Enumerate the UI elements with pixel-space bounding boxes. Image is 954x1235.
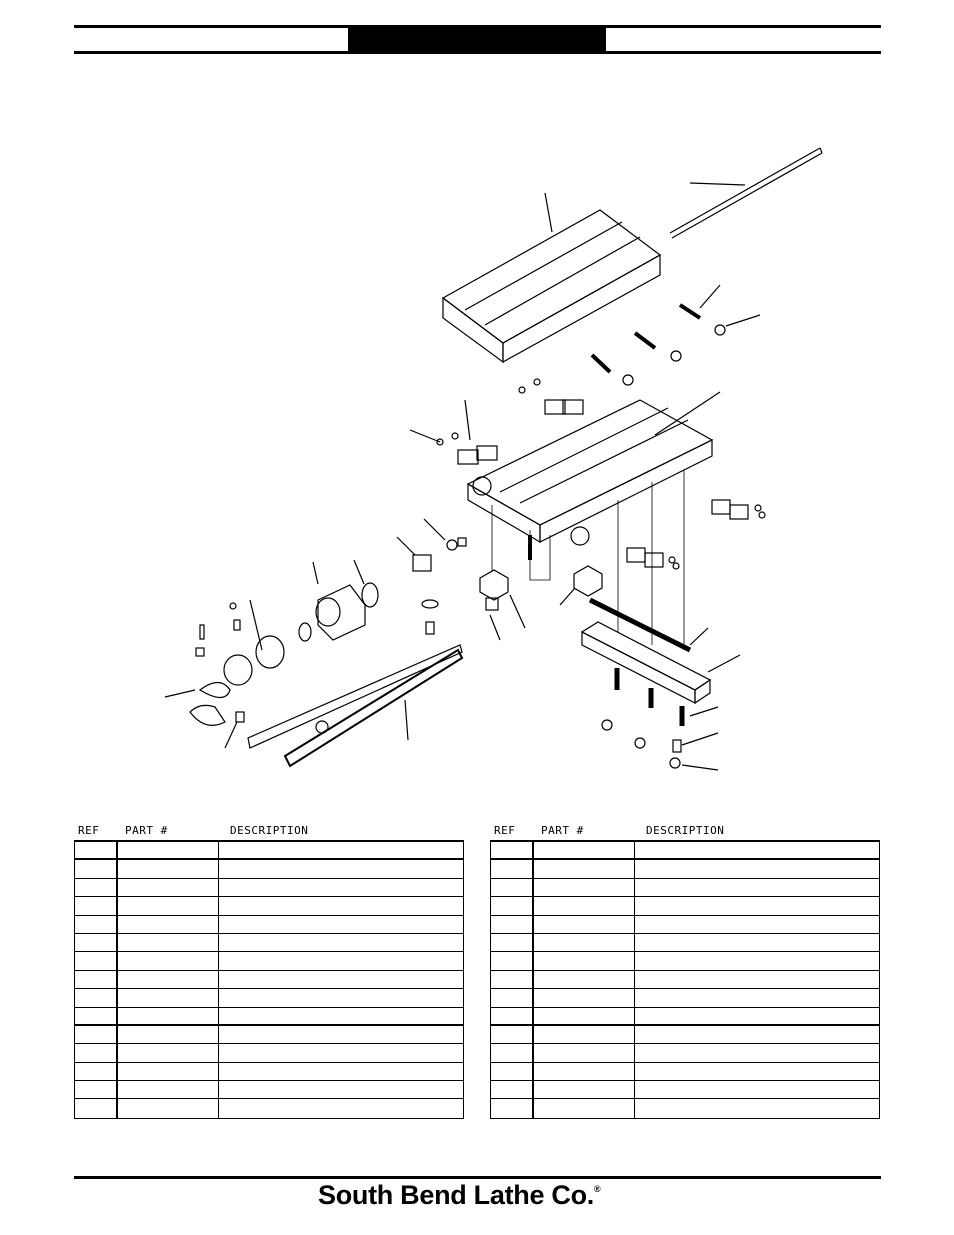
- header-part: PART #: [541, 823, 584, 837]
- table-row: [75, 989, 463, 1007]
- table-row: [75, 879, 463, 897]
- table-row: [75, 1008, 463, 1026]
- studs: [592, 285, 760, 385]
- table-row: [75, 971, 463, 989]
- table-row: [75, 1026, 463, 1044]
- table-row: [75, 1081, 463, 1099]
- header-tab: [348, 25, 606, 54]
- parts-table-left: [74, 820, 464, 1119]
- table-row: [491, 1099, 879, 1117]
- header-ref: REF: [494, 823, 516, 837]
- table-row: [75, 897, 463, 915]
- header-description: DESCRIPTION: [646, 823, 725, 837]
- saddle: [468, 392, 720, 545]
- table-row: [491, 860, 879, 878]
- exploded-parts-diagram: [150, 130, 910, 790]
- table-row: [491, 897, 879, 915]
- lower-slide: [582, 600, 740, 703]
- registered-mark: ®: [593, 1184, 601, 1194]
- header-part: PART #: [125, 823, 168, 837]
- gib-rod: [670, 148, 822, 238]
- table-row: [491, 879, 879, 897]
- table-row: [75, 934, 463, 952]
- table-row: [75, 1099, 463, 1117]
- table-row: [75, 860, 463, 878]
- table-row: [75, 952, 463, 970]
- table-row: [491, 1081, 879, 1099]
- parts-table-right: [490, 820, 880, 1119]
- table-row: [491, 971, 879, 989]
- lower-bolts: [602, 668, 718, 770]
- table-row: [75, 1044, 463, 1062]
- blocks: [480, 535, 602, 640]
- table-row: [491, 1026, 879, 1044]
- table-row: [491, 842, 879, 860]
- table-row: [491, 1044, 879, 1062]
- table-row: [491, 952, 879, 970]
- parts-table-left-body: [74, 840, 464, 1119]
- footer-rule: [74, 1176, 881, 1179]
- table-row: [75, 1063, 463, 1081]
- header-ref: REF: [78, 823, 100, 837]
- parts-table-left-header: [74, 820, 464, 840]
- table-row: [491, 1008, 879, 1026]
- table-row: [491, 934, 879, 952]
- table-row: [75, 916, 463, 934]
- table-row: [491, 916, 879, 934]
- brand-name: South Bend Lathe Co.: [318, 1180, 594, 1210]
- brand-logo: [318, 1180, 638, 1211]
- guide-lines: [492, 470, 684, 650]
- header-description: DESCRIPTION: [230, 823, 309, 837]
- parts-table-right-header: [490, 820, 880, 840]
- top-table: [443, 193, 660, 362]
- parts-table-right-body: [490, 840, 880, 1119]
- handwheel-assembly: [165, 519, 466, 748]
- table-row: [491, 1063, 879, 1081]
- table-row: [491, 989, 879, 1007]
- table-row: [75, 842, 463, 860]
